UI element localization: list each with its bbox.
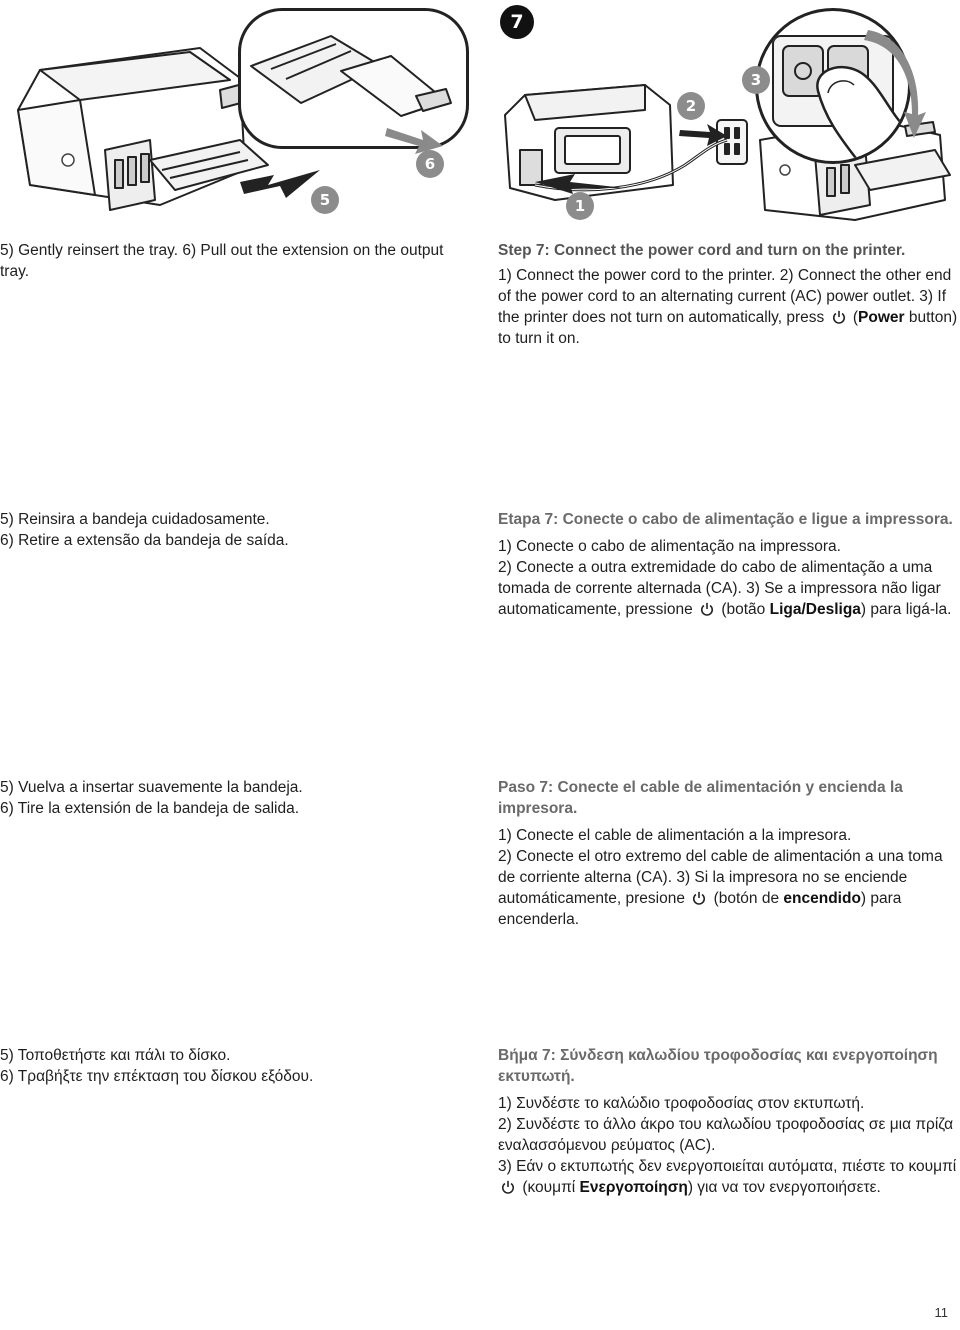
printer-back-cord-illustration [495,70,765,220]
el-right-block [498,1045,958,1198]
pt-right-block [498,509,958,620]
callout-badge-3: 3 [742,66,770,94]
en-left-text: 5) Gently reinsert the tray. 6) Pull out the extension on the output tray. [0,242,444,280]
step-badge: 7 [500,5,534,39]
es-right-block [498,777,958,930]
press-arrow-icon [860,20,930,140]
pt-body: 2) Conecte a outra extremidade do cabo de alimentação a uma tomada de corrente alternada (CA). 3) Se a impressora não ligar automaticamente, pressione (botão Liga/Desliga) para ligá-la. [498,559,952,618]
es-heading: Paso 7: Conecte el cable de alimentación y encienda la impresora. [498,779,903,817]
power-icon [699,602,715,616]
power-icon [500,1180,516,1194]
es-left-text: 5) Vuelva a insertar suavemente la bandeja. 6) Tire la extensión de la bandeja de salida. [0,779,303,817]
page-number: 11 [934,1305,948,1320]
illustration [0,0,960,232]
power-icon [691,891,707,905]
en-body: 1) Connect the power cord to the printer. 2) Connect the other end of the power cord to an alternating current (AC) power outlet. 3) If the printer does not turn on automatically, press (Power button) to turn it on. [498,267,958,347]
es-body: 2) Conecte el otro extremo del cable de alimentación a una toma de corriente alterna (CA). 3) Si la impresora no se enciende automáticamente, presione (botón de encendido) para encenderla. [498,848,943,928]
el-left-text: 5) Τοποθετήστε και πάλι το δίσκο. 6) Τραβήξτε την επέκταση του δίσκου εξόδου. [0,1047,314,1085]
callout-badge-2: 2 [677,92,705,120]
el-body: 3) Εάν ο εκτυπωτής δεν ενεργοποιείται αυτόματα, πιέστε το κουμπί (κουμπί Ενεργοποίηση) για να τον ενεργοποιήσετε. [498,1158,957,1196]
es-line-1: 1) Conecte el cable de alimentación a la impresora. [498,827,852,844]
el-line-2: 2) Συνδέστε το άλλο άκρο του καλωδίου τροφοδοσίας σε μια πρίζα εναλασσόμενου ρεύματος (AC). [498,1116,954,1154]
el-line-1: 1) Συνδέστε το καλώδιο τροφοδοσίας στον εκτυπωτή. [498,1095,865,1112]
pt-heading: Etapa 7: Conecte o cabo de alimentação e ligue a impressora. [498,511,953,528]
en-right-block [498,240,958,349]
callout-badge-6: 6 [416,150,444,178]
callout-badge-5: 5 [311,186,339,214]
power-icon [831,310,847,324]
en-heading: Step 7: Connect the power cord and turn on the printer. [498,242,906,259]
callout-badge-1: 1 [566,192,594,220]
el-heading: Βήμα 7: Σύνδεση καλωδίου τροφοδοσίας και ενεργοποίηση εκτυπωτή. [498,1047,938,1085]
pt-line-1: 1) Conecte o cabo de alimentação na impressora. [498,538,841,555]
pt-left-text: 5) Reinsira a bandeja cuidadosamente. 6) Retire a extensão da bandeja de saída. [0,511,289,549]
